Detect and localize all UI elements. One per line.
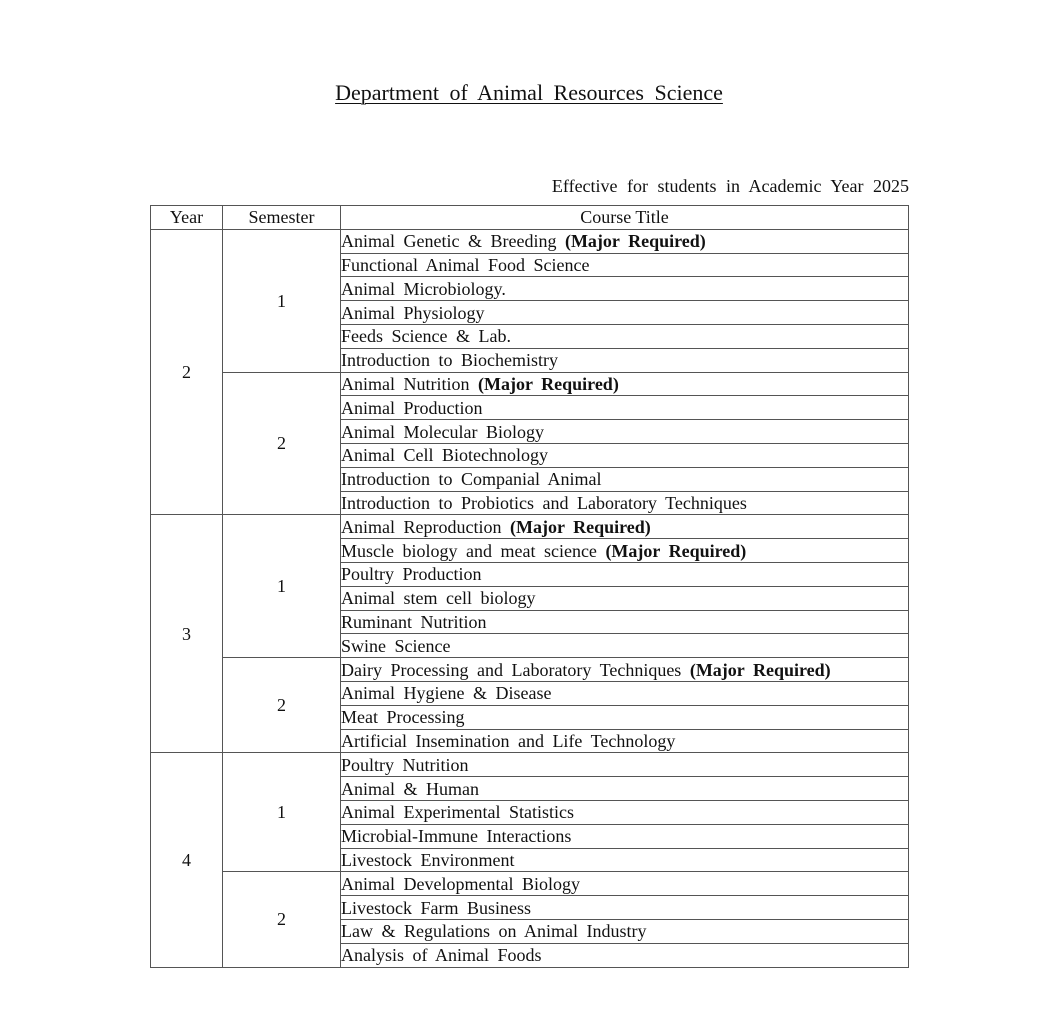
course-title: Feeds Science & Lab.	[341, 326, 511, 347]
course-cell	[341, 324, 909, 348]
course-title: Dairy Processing and Laboratory Techniques	[341, 659, 682, 680]
course-cell	[341, 539, 909, 563]
course-cell	[341, 658, 909, 682]
course-title: Functional Animal Food Science	[341, 254, 590, 275]
course-title: Poultry Nutrition	[341, 754, 469, 775]
semester-cell: 2	[223, 872, 341, 967]
course-cell	[341, 515, 909, 539]
header-course-title: Course Title	[341, 206, 909, 230]
course-title: Livestock Environment	[341, 849, 515, 870]
course-title: Ruminant Nutrition	[341, 611, 487, 632]
course-cell	[341, 681, 909, 705]
course-title: Meat Processing	[341, 707, 465, 728]
table-row	[151, 229, 909, 253]
course-title: Analysis of Animal Foods	[341, 945, 542, 966]
course-cell	[341, 562, 909, 586]
course-title: Animal Nutrition	[341, 373, 470, 394]
course-title: Animal Physiology	[341, 302, 485, 323]
major-required-tag: (Major Required)	[689, 659, 831, 680]
year-cell: 4	[151, 753, 223, 967]
course-title: Animal Production	[341, 397, 483, 418]
header-year: Year	[151, 206, 223, 230]
page-title-text: Department of Animal Resources Science	[335, 80, 723, 105]
course-cell	[341, 467, 909, 491]
header-semester: Semester	[223, 206, 341, 230]
header-row	[151, 206, 909, 230]
course-cell	[341, 729, 909, 753]
course-cell	[341, 372, 909, 396]
course-title: Law & Regulations on Animal Industry	[341, 921, 647, 942]
course-title: Introduction to Biochemistry	[341, 350, 558, 371]
course-title: Poultry Production	[341, 564, 482, 585]
major-required-tag: (Major Required)	[478, 373, 619, 394]
major-required-tag: (Major Required)	[564, 231, 706, 252]
course-title: Animal Experimental Statistics	[341, 802, 574, 823]
course-title: Animal Developmental Biology	[341, 873, 580, 894]
course-cell	[341, 896, 909, 920]
course-title: Animal stem cell biology	[341, 588, 536, 609]
course-cell	[341, 824, 909, 848]
curriculum-table	[150, 205, 909, 968]
course-cell	[341, 705, 909, 729]
year-cell: 2	[151, 229, 223, 515]
course-cell	[341, 777, 909, 801]
course-cell	[341, 919, 909, 943]
curriculum-body	[151, 229, 909, 967]
major-required-tag: (Major Required)	[509, 516, 651, 537]
year-cell: 3	[151, 515, 223, 753]
course-cell	[341, 943, 909, 967]
course-cell	[341, 420, 909, 444]
semester-cell: 2	[223, 372, 341, 515]
table-row	[151, 872, 909, 896]
course-cell	[341, 753, 909, 777]
course-cell	[341, 301, 909, 325]
course-title: Animal Reproduction	[341, 516, 502, 537]
semester-cell: 1	[223, 753, 341, 872]
course-cell	[341, 396, 909, 420]
course-title: Animal Microbiology.	[341, 278, 506, 299]
semester-cell: 1	[223, 515, 341, 658]
semester-cell: 2	[223, 658, 341, 753]
course-cell	[341, 277, 909, 301]
table-row	[151, 372, 909, 396]
course-cell	[341, 800, 909, 824]
course-cell	[341, 491, 909, 515]
course-title: Microbial-Immune Interactions	[341, 826, 572, 847]
course-cell	[341, 634, 909, 658]
page-title	[0, 80, 1058, 106]
course-cell	[341, 229, 909, 253]
course-title: Livestock Farm Business	[341, 897, 531, 918]
course-cell	[341, 848, 909, 872]
course-title: Muscle biology and meat science	[341, 540, 597, 561]
course-cell	[341, 586, 909, 610]
course-cell	[341, 348, 909, 372]
course-title: Introduction to Companial Animal	[341, 469, 602, 490]
course-title: Animal Genetic & Breeding	[341, 231, 557, 252]
course-title: Swine Science	[341, 635, 451, 656]
course-title: Animal & Human	[341, 778, 479, 799]
course-cell	[341, 610, 909, 634]
course-title: Introduction to Probiotics and Laboratory Techniques	[341, 492, 747, 513]
course-cell	[341, 872, 909, 896]
course-title: Animal Cell Biotechnology	[341, 445, 548, 466]
table-row	[151, 753, 909, 777]
semester-cell: 1	[223, 229, 341, 372]
course-title: Animal Hygiene & Disease	[341, 683, 552, 704]
effective-note: Effective for students in Academic Year 2025	[551, 176, 909, 196]
course-cell	[341, 443, 909, 467]
table-row	[151, 658, 909, 682]
major-required-tag: (Major Required)	[605, 540, 747, 561]
course-cell	[341, 253, 909, 277]
course-title: Animal Molecular Biology	[341, 421, 544, 442]
table-row	[151, 515, 909, 539]
course-title: Artificial Insemination and Life Technology	[341, 730, 676, 751]
